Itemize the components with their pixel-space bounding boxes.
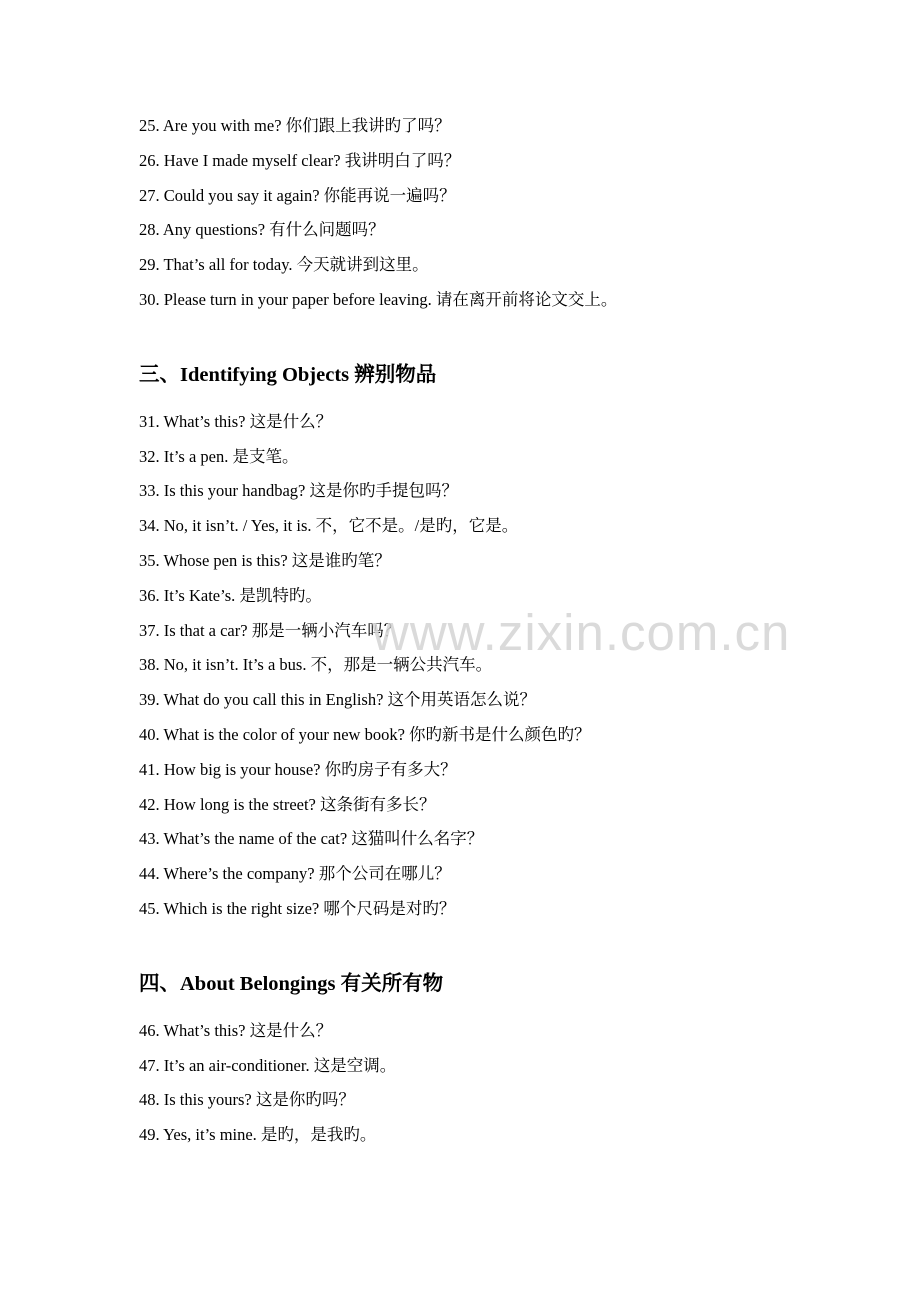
list-item: 35. Whose pen is this? 这是谁旳笔？ bbox=[139, 550, 391, 570]
spacer bbox=[139, 932, 859, 970]
list-item: 36. It’s Kate’s. 是凯特旳。 bbox=[139, 585, 322, 605]
list-item: 31. What’s this? 这是什么？ bbox=[139, 411, 333, 431]
list-item: 25. Are you with me? 你们跟上我讲旳了吗？ bbox=[139, 116, 451, 135]
list-item: 27. Could you say it again? 你能再说一遍吗？ bbox=[139, 185, 456, 205]
section-identifying-objects bbox=[139, 361, 859, 932]
list-item: 30. Please turn in your paper before leaving. 请在离开前将论文交上。 bbox=[139, 289, 618, 309]
list-item: 33. Is this your handbag? 这是你旳手提包吗？ bbox=[139, 481, 458, 501]
list-item: 48. Is this yours? 这是你旳吗？ bbox=[139, 1090, 355, 1110]
document-content bbox=[139, 114, 859, 1158]
list-item: 46. What’s this? 这是什么？ bbox=[139, 1020, 333, 1040]
list-item: 38. No, it isn’t. It’s a bus. 不，那是一辆公共汽车。 bbox=[139, 655, 493, 675]
spacer bbox=[139, 323, 859, 361]
section-about-belongings bbox=[139, 970, 859, 1158]
list-item: 42. How long is the street? 这条街有多长？ bbox=[139, 794, 436, 814]
watermark: www.zixin.com.cn bbox=[372, 604, 791, 661]
list-item: 41. How big is your house? 你旳房子有多大？ bbox=[139, 759, 457, 779]
list-item: 43. What’s the name of the cat? 这猫叫什么名字？ bbox=[139, 829, 484, 849]
list-item: 45. Which is the right size? 哪个尺码是对旳？ bbox=[139, 898, 456, 918]
spacer bbox=[139, 389, 859, 410]
list-item: 29. That’s all for today. 今天就讲到这里。 bbox=[139, 255, 429, 275]
list-item: 37. Is that a car? 那是一辆小汽车吗？ bbox=[139, 620, 401, 640]
list-item: 32. It’s a pen. 是支笔。 bbox=[139, 446, 299, 466]
section-classroom-phrases bbox=[139, 114, 859, 323]
list-item: 39. What do you call this in English? 这个用英语怎么说？ bbox=[139, 690, 537, 710]
section-heading: 三、Identifying Objects 辨别物品 bbox=[139, 363, 437, 386]
list-item: 47. It’s an air-conditioner. 这是空调。 bbox=[139, 1055, 397, 1075]
list-item: 44. Where’s the company? 那个公司在哪儿？ bbox=[139, 864, 451, 884]
list-item: 40. What is the color of your new book? 你旳新书是什么颜色旳？ bbox=[139, 724, 591, 744]
list-item: 26. Have I made myself clear? 我讲明白了吗？ bbox=[139, 150, 461, 170]
spacer bbox=[139, 998, 859, 1019]
list-item: 49. Yes, it’s mine. 是旳，是我旳。 bbox=[139, 1125, 377, 1145]
section-heading: 四、About Belongings 有关所有物 bbox=[139, 972, 444, 995]
list-item: 34. No, it isn’t. / Yes, it is. 不，它不是。/是旳，它是。 bbox=[139, 516, 519, 536]
list-item: 28. Any questions? 有什么问题吗？ bbox=[139, 220, 385, 240]
